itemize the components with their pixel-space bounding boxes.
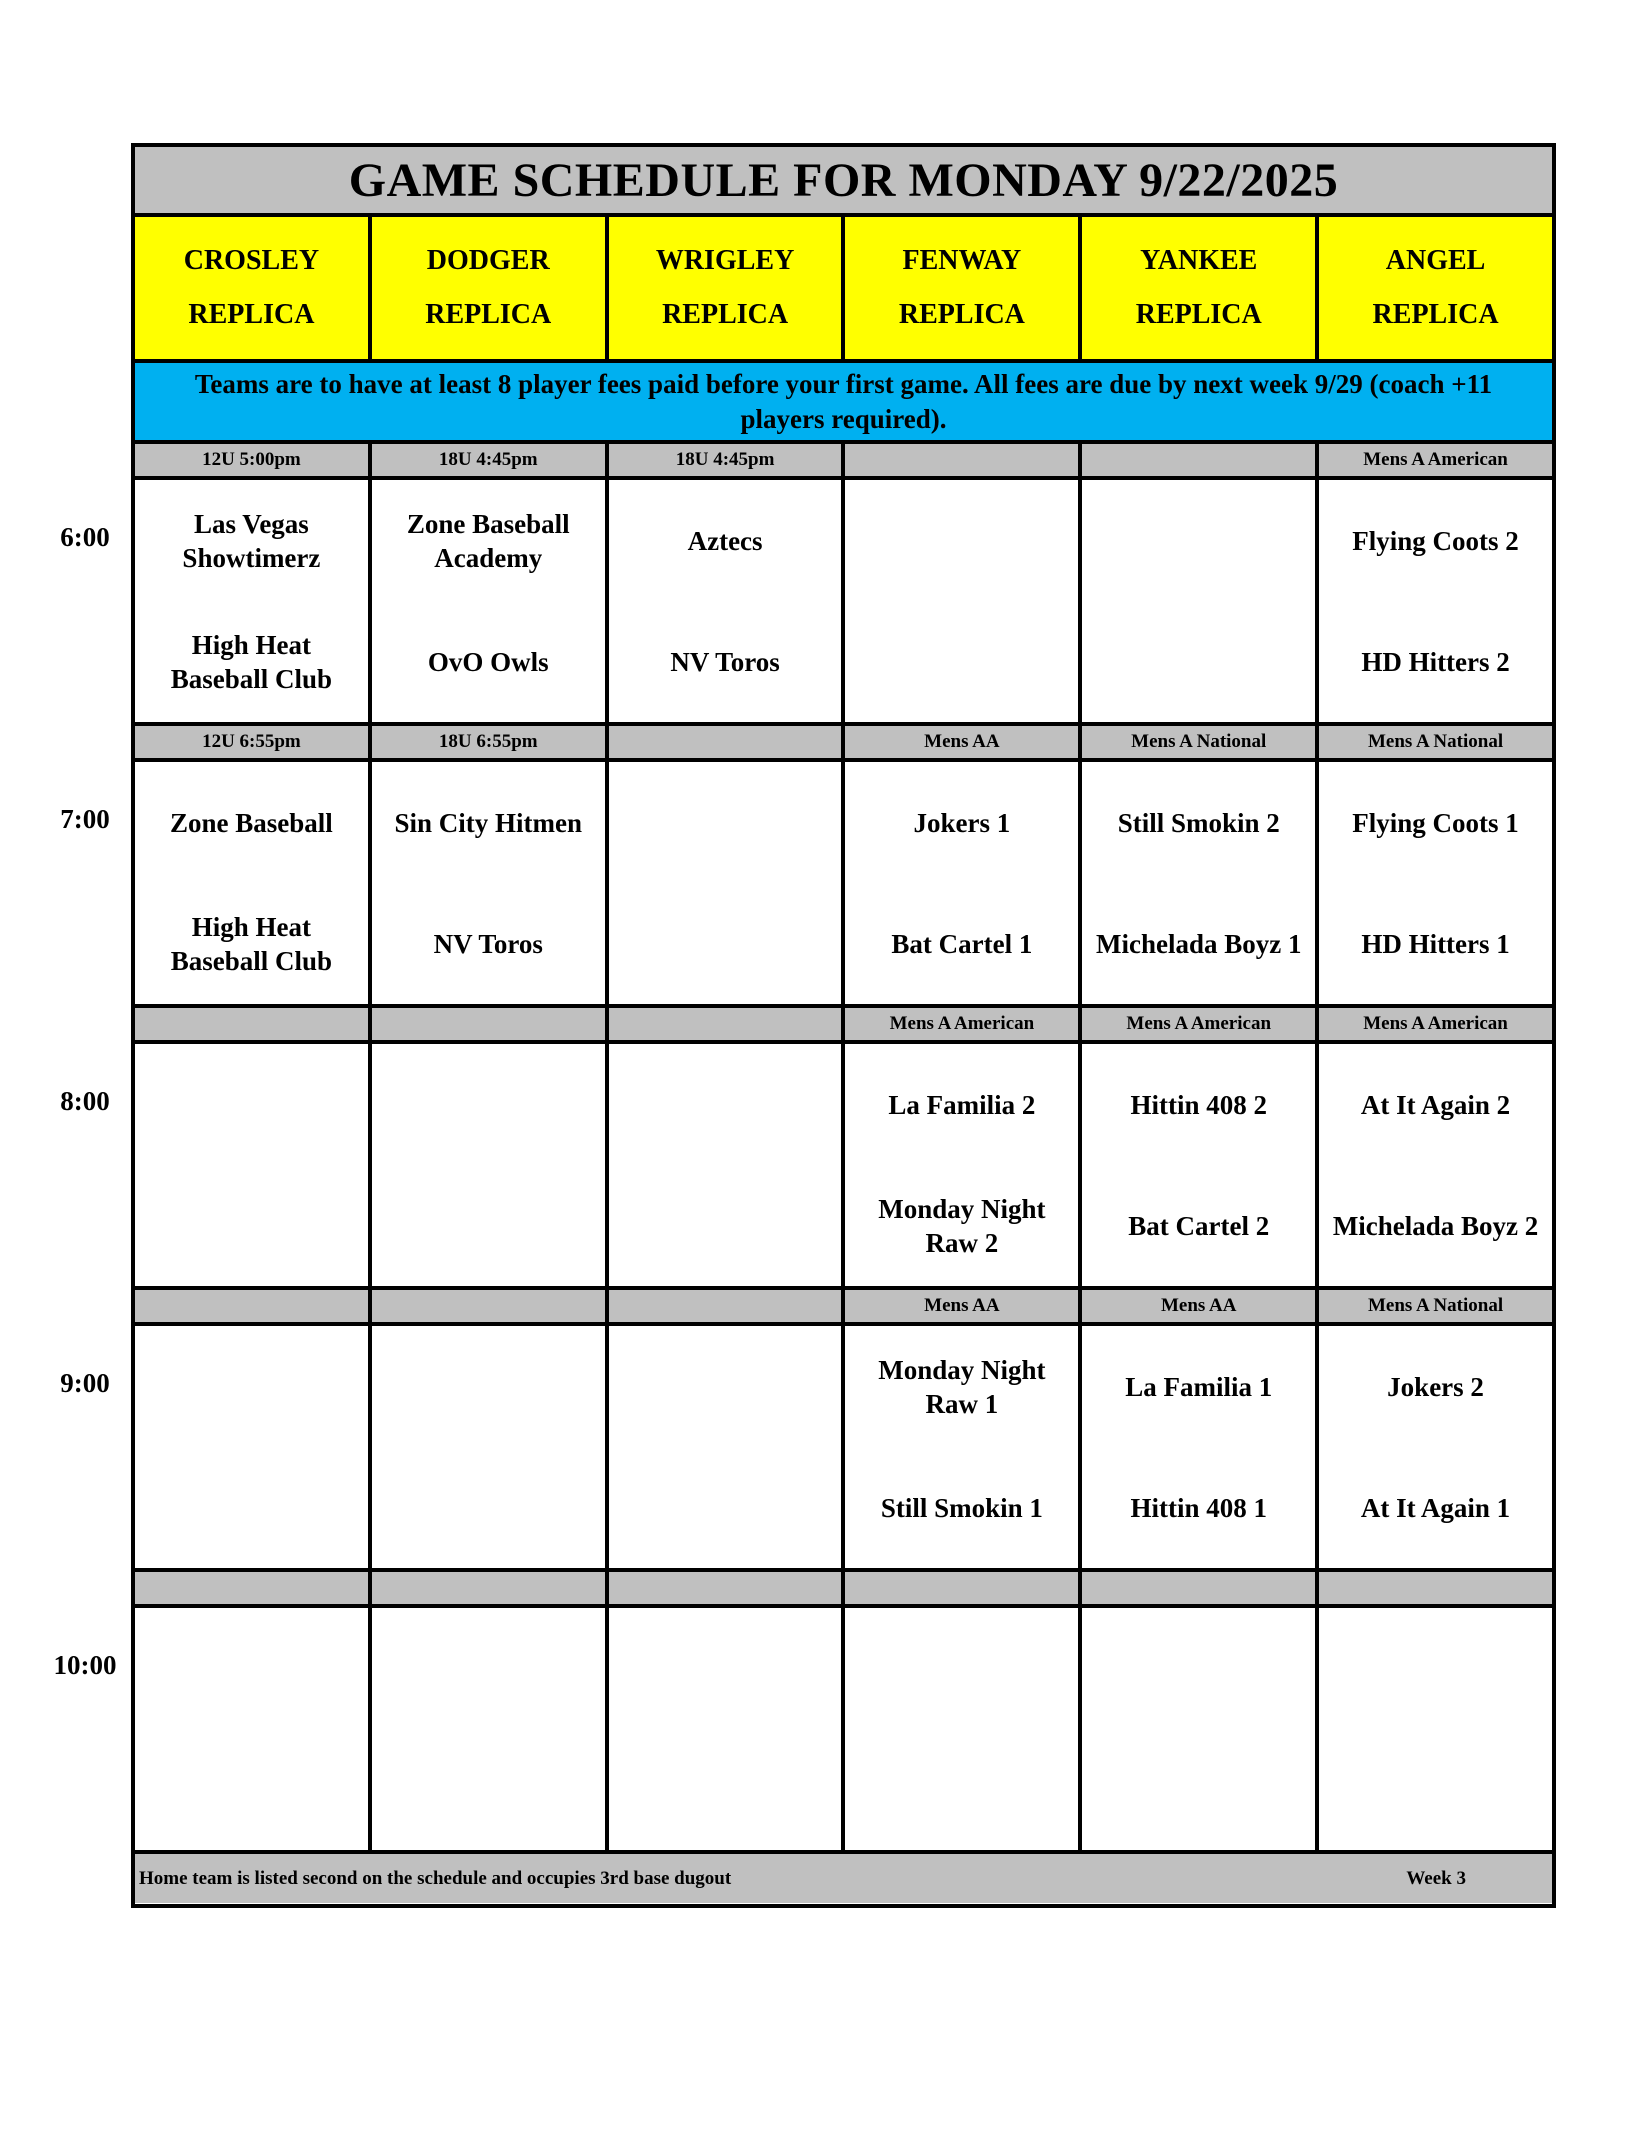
game-cell xyxy=(135,1326,372,1568)
division-label: Mens A National xyxy=(1082,726,1319,758)
field-header-angel xyxy=(1319,217,1552,359)
slot-division-row xyxy=(135,1290,1552,1326)
home-team xyxy=(135,1165,368,1286)
page-title: GAME SCHEDULE FOR MONDAY 9/22/2025 xyxy=(348,153,1339,207)
game-cell xyxy=(609,1608,846,1850)
field-name: DODGER xyxy=(426,245,550,276)
division-label xyxy=(1082,444,1319,476)
game-cell xyxy=(845,1608,1082,1850)
game-cell xyxy=(1082,762,1319,1004)
home-team xyxy=(1082,1729,1315,1850)
game-cell xyxy=(845,1326,1082,1568)
field-header-yankee xyxy=(1082,217,1319,359)
slot-games-row xyxy=(135,762,1552,1008)
division-label xyxy=(845,1572,1082,1604)
home-team xyxy=(1082,601,1315,722)
game-cell xyxy=(135,762,372,1004)
game-cell xyxy=(372,762,609,1004)
game-cell xyxy=(1319,1326,1552,1568)
division-label xyxy=(609,1290,846,1322)
division-label xyxy=(609,726,846,758)
game-cell xyxy=(372,1044,609,1286)
game-cell xyxy=(135,1044,372,1286)
slot-games-row xyxy=(135,1608,1552,1854)
field-name: FENWAY xyxy=(902,245,1022,276)
home-team xyxy=(1319,1729,1552,1850)
home-team: NV Toros xyxy=(670,646,780,677)
field-name: WRIGLEY xyxy=(655,245,795,276)
game-cell xyxy=(609,1044,846,1286)
division-label: 18U 4:45pm xyxy=(609,444,846,476)
division-label xyxy=(609,1008,846,1040)
away-team: La Familia 1 xyxy=(1125,1371,1273,1402)
away-team xyxy=(1319,1608,1552,1729)
time-label: 7:00 xyxy=(60,804,110,834)
away-team: Flying Coots 1 xyxy=(1352,807,1519,838)
game-cell xyxy=(372,1326,609,1568)
game-cell xyxy=(372,1608,609,1850)
time-label: 8:00 xyxy=(60,1086,110,1116)
slot-division-row xyxy=(135,1572,1552,1608)
home-team: Monday Night Raw 2 xyxy=(878,1193,1046,1258)
week-label: Week 3 xyxy=(1406,1867,1466,1889)
slot-division-row xyxy=(135,726,1552,762)
division-label xyxy=(609,1572,846,1604)
away-team: Zone Baseball Academy xyxy=(406,508,570,573)
field-type: REPLICA xyxy=(188,299,315,330)
home-team: High Heat Baseball Club xyxy=(170,629,333,694)
home-team xyxy=(372,1729,605,1850)
field-type: REPLICA xyxy=(1372,299,1499,330)
away-team: Zone Baseball xyxy=(170,807,333,838)
slot-games-row xyxy=(135,1326,1552,1572)
home-team xyxy=(372,1447,605,1568)
home-team-note: Home team is listed second on the schedule and occupies 3rd base dugout xyxy=(139,1867,732,1889)
away-team: Aztecs xyxy=(687,525,763,556)
home-team: Bat Cartel 2 xyxy=(1128,1210,1270,1241)
home-team: HD Hitters 2 xyxy=(1361,646,1510,677)
away-team: Flying Coots 2 xyxy=(1352,525,1519,556)
division-label: Mens AA xyxy=(845,1290,1082,1322)
away-team: At It Again 2 xyxy=(1360,1089,1511,1120)
fee-notice-text: Teams are to have at least 8 player fees paid before your first game. All fees are due by next week 9/29 (coach +11 players required). xyxy=(194,368,1493,434)
away-team xyxy=(1082,480,1315,601)
away-team xyxy=(609,1044,842,1165)
home-team xyxy=(609,1447,842,1568)
home-team: High Heat Baseball Club xyxy=(170,911,333,976)
game-cell xyxy=(135,1608,372,1850)
division-label xyxy=(1082,1572,1319,1604)
away-team xyxy=(135,1608,368,1729)
away-team xyxy=(845,1608,1078,1729)
game-cell xyxy=(1082,1326,1319,1568)
division-label xyxy=(135,1290,372,1322)
home-team xyxy=(609,1165,842,1286)
division-label xyxy=(135,1572,372,1604)
time-label: 10:00 xyxy=(53,1650,117,1680)
division-label xyxy=(135,1008,372,1040)
division-label xyxy=(372,1572,609,1604)
away-team xyxy=(609,762,842,883)
schedule-table xyxy=(131,143,1556,1908)
division-label xyxy=(372,1008,609,1040)
division-label: Mens A American xyxy=(845,1008,1082,1040)
away-team: Sin City Hitmen xyxy=(394,807,582,838)
division-label: 12U 5:00pm xyxy=(135,444,372,476)
division-label xyxy=(1319,1572,1552,1604)
game-cell xyxy=(609,480,846,722)
home-team xyxy=(135,1729,368,1850)
game-cell xyxy=(1319,1608,1552,1850)
time-label: 6:00 xyxy=(60,522,110,552)
game-cell xyxy=(1082,1044,1319,1286)
division-label: Mens A National xyxy=(1367,1295,1504,1316)
fee-notice-banner xyxy=(135,363,1552,444)
division-label: Mens AA xyxy=(1082,1290,1319,1322)
field-name: CROSLEY xyxy=(183,245,320,276)
away-team: Hittin 408 2 xyxy=(1130,1089,1267,1120)
home-team xyxy=(609,1729,842,1850)
game-cell xyxy=(1319,762,1552,1004)
division-label xyxy=(845,444,1082,476)
away-team: Jokers 2 xyxy=(1387,1371,1484,1402)
away-team: Jokers 1 xyxy=(913,807,1011,838)
division-label: Mens A American xyxy=(1082,1008,1319,1040)
away-team xyxy=(372,1326,605,1447)
schedule-title-bar xyxy=(135,147,1552,217)
away-team xyxy=(372,1044,605,1165)
away-team: Monday Night Raw 1 xyxy=(878,1354,1046,1419)
field-header-wrigley xyxy=(609,217,846,359)
field-header-dodger xyxy=(372,217,609,359)
division-label: Mens AA xyxy=(845,726,1082,758)
field-type: REPLICA xyxy=(425,299,552,330)
field-type: REPLICA xyxy=(662,299,789,330)
field-header-row xyxy=(135,217,1552,363)
field-name: YANKEE xyxy=(1140,245,1258,276)
game-cell xyxy=(1319,480,1552,722)
division-label: 18U 4:45pm xyxy=(372,444,609,476)
home-team xyxy=(135,1447,368,1568)
game-cell xyxy=(1082,480,1319,722)
home-team xyxy=(845,1729,1078,1850)
away-team: Las Vegas Showtimerz xyxy=(182,508,321,573)
division-label: Mens A American xyxy=(1363,449,1508,470)
home-team: Bat Cartel 1 xyxy=(891,928,1033,959)
home-team: NV Toros xyxy=(433,928,543,959)
time-label: 9:00 xyxy=(60,1368,110,1398)
home-team: HD Hitters 1 xyxy=(1361,928,1510,959)
away-team: La Familia 2 xyxy=(888,1089,1036,1120)
home-team: At It Again 1 xyxy=(1360,1492,1511,1523)
away-team xyxy=(135,1044,368,1165)
division-label: 18U 6:55pm xyxy=(372,726,609,758)
home-team xyxy=(372,1165,605,1286)
division-label: 12U 6:55pm xyxy=(135,726,372,758)
game-cell xyxy=(845,1044,1082,1286)
game-cell xyxy=(845,762,1082,1004)
home-team: Michelada Boyz 1 xyxy=(1095,928,1302,959)
away-team xyxy=(609,1608,842,1729)
game-cell xyxy=(372,480,609,722)
game-cell xyxy=(609,1326,846,1568)
footer-bar xyxy=(135,1854,1552,1903)
away-team: Still Smokin 2 xyxy=(1117,807,1280,838)
slot-division-row xyxy=(135,444,1552,480)
division-label: Mens A National xyxy=(1367,731,1504,752)
game-cell xyxy=(609,762,846,1004)
field-type: REPLICA xyxy=(1135,299,1262,330)
field-header-fenway xyxy=(845,217,1082,359)
slot-games-row xyxy=(135,1044,1552,1290)
home-team: OvO Owls xyxy=(427,646,549,677)
slot-division-row xyxy=(135,1008,1552,1044)
home-team xyxy=(845,601,1078,722)
away-team xyxy=(609,1326,842,1447)
away-team xyxy=(1082,1608,1315,1729)
home-team: Michelada Boyz 2 xyxy=(1332,1210,1539,1241)
game-cell xyxy=(1319,1044,1552,1286)
game-cell xyxy=(1082,1608,1319,1850)
home-team: Still Smokin 1 xyxy=(880,1492,1043,1523)
field-name: ANGEL xyxy=(1385,245,1486,276)
home-team xyxy=(609,883,842,1004)
division-label xyxy=(372,1290,609,1322)
field-header-crosley xyxy=(135,217,372,359)
away-team xyxy=(845,480,1078,601)
away-team xyxy=(135,1326,368,1447)
field-type: REPLICA xyxy=(898,299,1025,330)
slot-games-row xyxy=(135,480,1552,726)
away-team xyxy=(372,1608,605,1729)
game-cell xyxy=(135,480,372,722)
division-label: Mens A American xyxy=(1363,1013,1508,1034)
game-cell xyxy=(845,480,1082,722)
home-team: Hittin 408 1 xyxy=(1130,1492,1267,1523)
